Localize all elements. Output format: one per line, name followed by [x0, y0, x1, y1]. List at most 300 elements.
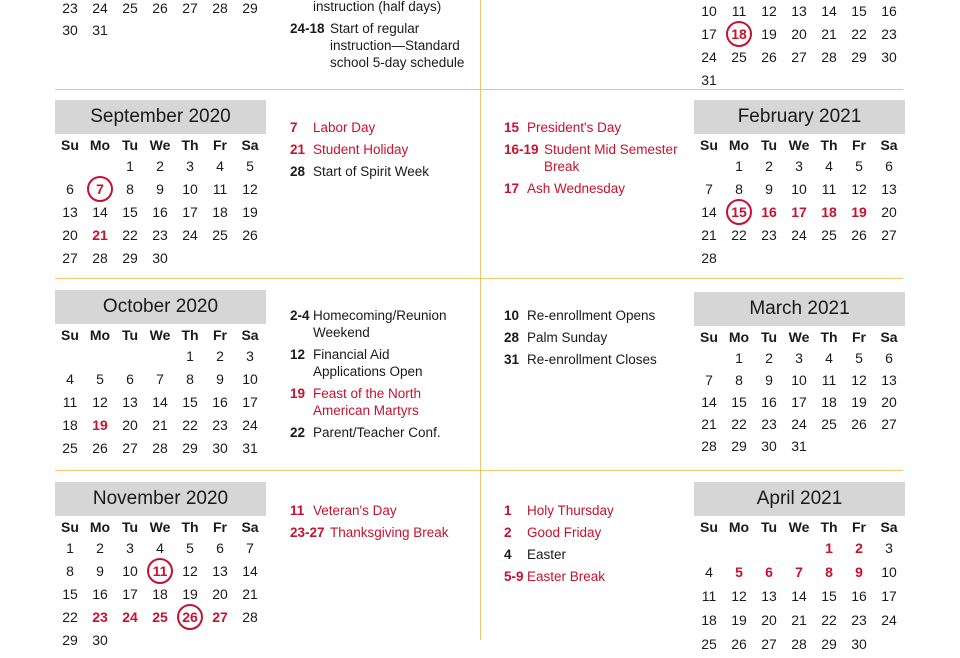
day-cell: 18 [821, 204, 837, 220]
day-cell: 31 [242, 440, 258, 456]
day-cell: 9 [765, 181, 773, 197]
event-date: 19 [290, 386, 306, 401]
weekday-label: We [788, 519, 810, 535]
day-cell: 23 [62, 0, 78, 16]
day-cell: 18 [62, 417, 78, 433]
event-date: 1 [504, 503, 512, 518]
event-item [290, 20, 465, 71]
weekday-label: Fr [852, 329, 866, 345]
events-october [290, 307, 465, 446]
day-cell: 24 [881, 612, 897, 628]
day-cell: 9 [855, 564, 863, 580]
event-date: 2 [504, 525, 512, 540]
weekday-label: Mo [728, 329, 750, 345]
event-description: instruction (half days) [313, 0, 442, 14]
event-description: Student Mid Semester Break [544, 142, 678, 174]
day-cell: 21 [242, 586, 258, 602]
weekday-label: Sa [880, 329, 898, 345]
day-cell: 2 [765, 350, 773, 366]
event-description: Homecoming/Reunion Weekend [313, 308, 447, 340]
weekday-label: Su [700, 519, 718, 535]
weekday-label: Tu [121, 327, 139, 343]
day-cell: 4 [66, 371, 74, 387]
event-date: 4 [504, 547, 512, 562]
weekday-label: Th [181, 327, 199, 343]
day-cell: 19 [851, 394, 867, 410]
event-date: 16-19 [504, 142, 539, 157]
day-cell: 27 [62, 250, 78, 266]
day-cell: 14 [152, 394, 168, 410]
weekday-label: We [788, 329, 810, 345]
day-cell: 2 [96, 540, 104, 556]
day-cell-circled: 26 [175, 607, 205, 627]
weekday-label: Su [700, 329, 718, 345]
day-cell: 18 [821, 394, 837, 410]
day-cell: 9 [216, 371, 224, 387]
day-cell: 15 [62, 586, 78, 602]
weekday-header [55, 516, 266, 538]
day-cell: 4 [825, 350, 833, 366]
day-cell: 2 [216, 348, 224, 364]
event-description: Good Friday [527, 525, 602, 540]
day-cell: 9 [96, 563, 104, 579]
day-cell: 29 [62, 632, 78, 648]
day-cell: 6 [126, 371, 134, 387]
day-cell: 23 [881, 26, 897, 42]
day-cell: 31 [791, 438, 807, 454]
day-cell: 19 [851, 204, 867, 220]
day-cell: 23 [761, 227, 777, 243]
day-cell: 16 [92, 586, 108, 602]
day-cell: 25 [152, 609, 168, 625]
day-cell: 18 [152, 586, 168, 602]
day-cell: 23 [761, 416, 777, 432]
day-cell: 29 [242, 0, 258, 16]
event-item [290, 119, 465, 136]
weekday-label: Mo [89, 327, 111, 343]
day-cell: 6 [885, 158, 893, 174]
day-cell: 13 [761, 588, 777, 604]
day-cell: 16 [881, 3, 897, 19]
month-title: September 2020 [55, 100, 266, 134]
day-cell: 20 [881, 204, 897, 220]
day-cell: 28 [701, 438, 717, 454]
weekday-label: We [788, 137, 810, 153]
day-cell: 25 [701, 636, 717, 652]
day-cell-circled: 18 [724, 24, 754, 44]
event-date: 21 [290, 142, 306, 157]
event-item [504, 524, 679, 541]
weekday-header [55, 134, 266, 156]
day-cell: 30 [62, 22, 78, 38]
weekday-label: Mo [728, 137, 750, 153]
day-cell: 15 [182, 394, 198, 410]
day-cell: 13 [881, 372, 897, 388]
day-cell: 3 [246, 348, 254, 364]
day-cell: 11 [212, 181, 228, 197]
weekday-label: We [149, 519, 171, 535]
center-divider [480, 0, 481, 640]
day-cell: 8 [825, 564, 833, 580]
day-cell: 16 [152, 204, 168, 220]
day-cell: 16 [212, 394, 228, 410]
day-cell: 20 [62, 227, 78, 243]
day-cell: 12 [242, 181, 258, 197]
day-cell: 22 [62, 609, 78, 625]
weekday-label: Fr [852, 519, 866, 535]
day-cell: 21 [152, 417, 168, 433]
month-title: November 2020 [55, 482, 266, 516]
day-cell: 8 [66, 563, 74, 579]
weekday-label: Sa [241, 519, 259, 535]
weekday-label: Th [181, 137, 199, 153]
day-cell: 25 [212, 227, 228, 243]
day-cell: 10 [701, 3, 717, 19]
day-cell: 24 [701, 49, 717, 65]
day-cell: 22 [731, 227, 747, 243]
event-description: Re-enrollment Opens [527, 308, 656, 323]
event-item [290, 524, 465, 541]
day-cell: 12 [731, 588, 747, 604]
day-cell: 29 [182, 440, 198, 456]
day-cell: 25 [62, 440, 78, 456]
event-item [504, 546, 679, 563]
day-cell: 17 [182, 204, 198, 220]
day-cell: 22 [851, 26, 867, 42]
day-cell: 7 [156, 371, 164, 387]
day-cell: 14 [821, 3, 837, 19]
day-cell: 20 [761, 612, 777, 628]
day-cell: 1 [186, 348, 194, 364]
day-cell: 24 [92, 0, 108, 16]
event-item [290, 385, 465, 419]
day-cell: 8 [186, 371, 194, 387]
day-cell: 6 [885, 350, 893, 366]
day-cell: 12 [182, 563, 198, 579]
weekday-label: Mo [728, 519, 750, 535]
day-cell: 3 [126, 540, 134, 556]
event-description: Start of regular instruction—Standard school 5-day schedule [330, 21, 465, 70]
weekday-label: Su [61, 137, 79, 153]
event-item [290, 141, 465, 158]
day-cell: 29 [821, 636, 837, 652]
day-cell: 28 [152, 440, 168, 456]
day-cell: 2 [765, 158, 773, 174]
day-cell: 22 [821, 612, 837, 628]
day-cell: 11 [821, 181, 837, 197]
day-cell: 17 [791, 394, 807, 410]
day-cell: 10 [122, 563, 138, 579]
day-cell: 1 [825, 540, 833, 556]
month-title: April 2021 [694, 482, 905, 516]
day-cell: 15 [731, 394, 747, 410]
weekday-label: Th [181, 519, 199, 535]
weekday-label: Sa [880, 137, 898, 153]
day-cell: 12 [761, 3, 777, 19]
day-cell: 25 [122, 0, 138, 16]
day-cell: 28 [701, 250, 717, 266]
day-cell: 7 [705, 372, 713, 388]
calendar-november-2020 [55, 482, 266, 653]
day-cell: 26 [851, 227, 867, 243]
day-cell: 15 [122, 204, 138, 220]
day-cell: 29 [122, 250, 138, 266]
event-item [290, 163, 465, 180]
day-cell: 11 [701, 588, 717, 604]
weekday-label: Fr [213, 327, 227, 343]
day-cell: 24 [242, 417, 258, 433]
weekday-label: Fr [213, 519, 227, 535]
day-cell: 1 [126, 158, 134, 174]
weekday-label: Tu [760, 519, 778, 535]
day-cell: 2 [156, 158, 164, 174]
day-cell: 1 [735, 350, 743, 366]
events-november [290, 502, 465, 546]
calendar-february-2021 [694, 100, 905, 271]
row-divider-2 [55, 278, 903, 279]
day-cell: 30 [92, 632, 108, 648]
event-item [504, 568, 679, 585]
day-cell: 23 [92, 609, 108, 625]
day-cell: 5 [855, 158, 863, 174]
event-item [290, 0, 465, 15]
day-cell: 15 [821, 588, 837, 604]
event-date: 10 [504, 308, 520, 323]
event-description: Labor Day [313, 120, 376, 135]
day-cell: 14 [701, 394, 717, 410]
weekday-label: Th [820, 137, 838, 153]
day-cell: 14 [791, 588, 807, 604]
weekday-label: Fr [213, 137, 227, 153]
events-september [290, 119, 465, 185]
day-cell: 12 [851, 181, 867, 197]
day-cell: 11 [821, 372, 837, 388]
event-description: President's Day [527, 120, 622, 135]
day-cell: 24 [791, 416, 807, 432]
day-cell: 14 [701, 204, 717, 220]
weekday-label: Mo [89, 519, 111, 535]
day-cell: 25 [821, 227, 837, 243]
day-cell: 12 [92, 394, 108, 410]
day-cell: 3 [795, 350, 803, 366]
day-cell: 23 [851, 612, 867, 628]
day-cell: 4 [216, 158, 224, 174]
day-cell: 7 [795, 564, 803, 580]
day-cell: 27 [881, 227, 897, 243]
event-date: 11 [290, 503, 305, 518]
event-description: Palm Sunday [527, 330, 608, 345]
day-cell: 19 [731, 612, 747, 628]
day-cell: 13 [791, 3, 807, 19]
day-cell: 14 [242, 563, 258, 579]
event-date: 12 [290, 347, 306, 362]
day-cell: 8 [126, 181, 134, 197]
event-description: Easter Break [527, 569, 606, 584]
day-cell: 18 [701, 612, 717, 628]
event-item [290, 502, 465, 519]
day-cell: 12 [851, 372, 867, 388]
events-february [504, 119, 679, 202]
event-description: Start of Spirit Week [313, 164, 430, 179]
calendar-september-2020 [55, 100, 266, 271]
event-date: 17 [504, 181, 520, 196]
weekday-label: Th [820, 519, 838, 535]
event-item [504, 119, 679, 136]
day-cell: 20 [881, 394, 897, 410]
day-cell: 30 [851, 636, 867, 652]
event-date: 24-18 [290, 21, 325, 36]
day-cell: 6 [66, 181, 74, 197]
day-cell: 20 [791, 26, 807, 42]
day-cell: 13 [212, 563, 228, 579]
day-cell: 5 [855, 350, 863, 366]
day-cell: 3 [885, 540, 893, 556]
day-cell: 19 [92, 417, 108, 433]
day-cell: 10 [242, 371, 258, 387]
day-cell: 21 [701, 227, 717, 243]
day-cell: 7 [246, 540, 254, 556]
day-cell: 31 [701, 72, 717, 88]
event-date: 22 [290, 425, 306, 440]
weekday-label: Su [61, 327, 79, 343]
day-cell: 22 [731, 416, 747, 432]
day-cell: 27 [212, 609, 228, 625]
event-item [290, 307, 465, 341]
day-cell: 3 [795, 158, 803, 174]
weekday-label: Tu [760, 329, 778, 345]
day-cell: 26 [92, 440, 108, 456]
day-cell-circled: 15 [724, 202, 754, 222]
weekday-label: Sa [241, 137, 259, 153]
event-date [290, 0, 313, 15]
event-item [504, 329, 679, 346]
day-cell: 21 [92, 227, 108, 243]
day-cell: 10 [881, 564, 897, 580]
day-cell: 23 [212, 417, 228, 433]
day-cell: 30 [881, 49, 897, 65]
day-cell: 10 [791, 181, 807, 197]
day-cell: 17 [791, 204, 807, 220]
day-cell: 11 [731, 3, 747, 19]
event-description: Parent/Teacher Conf. [313, 425, 441, 440]
day-cell: 19 [761, 26, 777, 42]
day-cell: 26 [242, 227, 258, 243]
event-item [504, 351, 679, 368]
event-date: 2-4 [290, 308, 310, 323]
events-march [504, 307, 679, 373]
day-cell: 26 [152, 0, 168, 16]
weekday-label: Tu [760, 137, 778, 153]
day-cell: 30 [152, 250, 168, 266]
row-divider-3 [55, 470, 903, 471]
event-item [504, 180, 679, 197]
event-description: Thanksgiving Break [330, 525, 449, 540]
event-date: 15 [504, 120, 520, 135]
day-cell: 23 [152, 227, 168, 243]
day-cell: 21 [791, 612, 807, 628]
weekday-label: Fr [852, 137, 866, 153]
day-cell: 27 [791, 49, 807, 65]
event-item [290, 424, 465, 441]
day-cell: 4 [705, 564, 713, 580]
weekday-label: Su [700, 137, 718, 153]
weekday-label: Sa [880, 519, 898, 535]
day-cell: 29 [851, 49, 867, 65]
day-cell: 26 [851, 416, 867, 432]
event-description: Financial Aid Applications Open [313, 347, 423, 379]
event-date: 28 [290, 164, 306, 179]
weekday-label: Th [820, 329, 838, 345]
day-cell: 28 [92, 250, 108, 266]
event-description: Student Holiday [313, 142, 409, 157]
events-august [290, 0, 465, 76]
day-cell: 11 [62, 394, 78, 410]
month-title: February 2021 [694, 100, 905, 134]
day-cell: 2 [855, 540, 863, 556]
day-cell: 21 [821, 26, 837, 42]
day-cell: 5 [96, 371, 104, 387]
day-cell: 10 [791, 372, 807, 388]
day-cell: 24 [182, 227, 198, 243]
day-cell: 27 [182, 0, 198, 16]
day-cell: 5 [186, 540, 194, 556]
day-cell: 25 [821, 416, 837, 432]
day-cell: 3 [186, 158, 194, 174]
calendar-october-2020 [55, 290, 266, 461]
day-cell: 19 [242, 204, 258, 220]
day-cell: 5 [246, 158, 254, 174]
day-cell: 8 [735, 372, 743, 388]
day-cell: 14 [92, 204, 108, 220]
month-title: October 2020 [55, 290, 266, 324]
day-cell: 4 [156, 540, 164, 556]
day-cell: 24 [122, 609, 138, 625]
event-item [290, 346, 465, 380]
event-date: 7 [290, 120, 298, 135]
day-cell: 30 [761, 438, 777, 454]
day-cell: 10 [182, 181, 198, 197]
day-cell: 17 [122, 586, 138, 602]
day-cell: 20 [122, 417, 138, 433]
day-cell: 17 [701, 26, 717, 42]
day-cell: 22 [182, 417, 198, 433]
day-cell: 16 [851, 588, 867, 604]
weekday-label: We [149, 137, 171, 153]
calendar-august-partial [55, 0, 266, 88]
weekday-header [55, 324, 266, 346]
day-cell: 1 [66, 540, 74, 556]
event-description: Re-enrollment Closes [527, 352, 657, 367]
day-cell: 6 [765, 564, 773, 580]
day-cell: 26 [761, 49, 777, 65]
event-date: 28 [504, 330, 520, 345]
day-cell: 15 [851, 3, 867, 19]
event-description: Veteran's Day [313, 503, 397, 518]
weekday-label: Tu [121, 137, 139, 153]
day-cell: 17 [881, 588, 897, 604]
event-date: 31 [504, 352, 520, 367]
day-cell: 30 [212, 440, 228, 456]
day-cell: 29 [731, 438, 747, 454]
weekday-label: Mo [89, 137, 111, 153]
weekday-label: Sa [241, 327, 259, 343]
event-description: Easter [527, 547, 567, 562]
day-cell: 31 [92, 22, 108, 38]
event-date: 23-27 [290, 525, 325, 540]
event-date: 5-9 [504, 569, 524, 584]
day-cell: 27 [761, 636, 777, 652]
day-cell: 27 [122, 440, 138, 456]
